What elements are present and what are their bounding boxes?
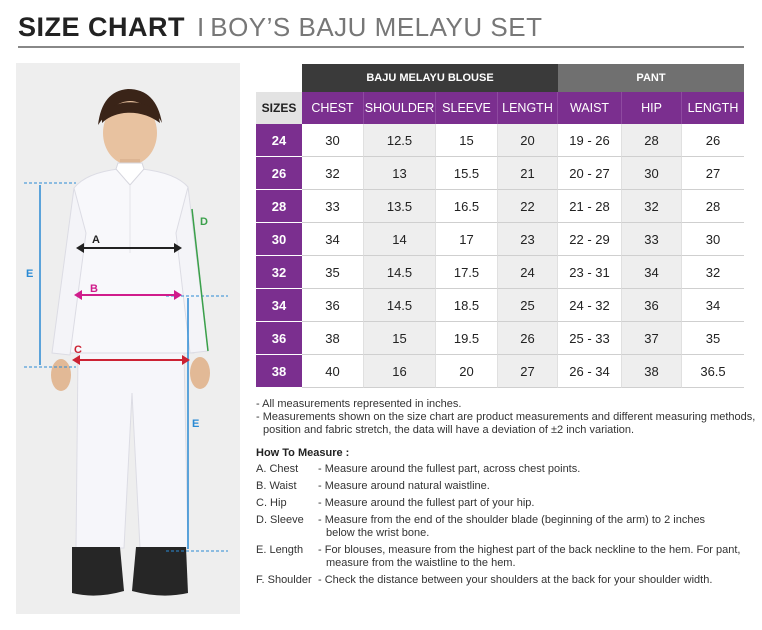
column-header-waist: WAIST <box>558 92 622 124</box>
measure-key: A. Chest <box>256 463 299 475</box>
measure-key: F. Shoulder <box>256 574 312 586</box>
measure-text: - Measure around the fullest part of your hip. <box>318 497 535 509</box>
title-subtitle: BOY’S BAJU MELAYU SET <box>210 12 543 42</box>
cell-hip: 37 <box>622 322 682 355</box>
cell-shoulder: 14 <box>364 223 436 256</box>
cell-chest: 30 <box>302 124 364 157</box>
cell-blouse-length: 25 <box>498 289 558 322</box>
size-table <box>256 64 744 388</box>
cell-pant-length: 36.5 <box>682 355 744 388</box>
cell-size: 24 <box>256 124 302 157</box>
cell-shoulder: 14.5 <box>364 256 436 289</box>
table-row <box>256 124 744 157</box>
cell-waist: 22 - 29 <box>558 223 622 256</box>
cell-waist: 21 - 28 <box>558 190 622 223</box>
measure-item-length <box>256 544 746 570</box>
title-bold: SIZE CHART <box>18 12 185 42</box>
shoe-right <box>132 547 188 596</box>
cell-waist: 24 - 32 <box>558 289 622 322</box>
measure-key: E. Length <box>256 544 304 556</box>
cell-sleeve: 18.5 <box>436 289 498 322</box>
cell-size: 38 <box>256 355 302 388</box>
cell-size: 32 <box>256 256 302 289</box>
label-d: D <box>200 216 208 228</box>
cell-size: 36 <box>256 322 302 355</box>
table-row <box>256 289 744 322</box>
cell-shoulder: 16 <box>364 355 436 388</box>
cell-waist: 20 - 27 <box>558 157 622 190</box>
pants-shape <box>76 353 188 548</box>
column-header-hip: HIP <box>622 92 682 124</box>
cell-hip: 32 <box>622 190 682 223</box>
cell-waist: 23 - 31 <box>558 256 622 289</box>
table-row <box>256 322 744 355</box>
table-row <box>256 190 744 223</box>
cell-sleeve: 15.5 <box>436 157 498 190</box>
label-a: A <box>92 234 100 246</box>
cell-pant-length: 27 <box>682 157 744 190</box>
how-to-measure-title: How To Measure : <box>256 447 350 459</box>
cell-size: 34 <box>256 289 302 322</box>
table-row <box>256 355 744 388</box>
column-header-chest: CHEST <box>302 92 364 124</box>
measure-text: - For blouses, measure from the highest part of the back neckline to the hem. For pant, measure from the waistline to the hem. <box>318 544 741 569</box>
cell-shoulder: 13 <box>364 157 436 190</box>
cell-hip: 33 <box>622 223 682 256</box>
cell-hip: 36 <box>622 289 682 322</box>
cell-blouse-length: 24 <box>498 256 558 289</box>
shirt-shape <box>68 169 194 353</box>
cell-waist: 25 - 33 <box>558 322 622 355</box>
note-2: - Measurements shown on the size chart are product measurements and different measuring methods, position and fabric stretch, the data will have a deviation of ±2 inch variation. <box>256 411 756 436</box>
measure-text: - Measure around natural waistline. <box>318 480 490 492</box>
cell-sleeve: 15 <box>436 124 498 157</box>
cell-sleeve: 20 <box>436 355 498 388</box>
cell-waist: 26 - 34 <box>558 355 622 388</box>
cell-chest: 33 <box>302 190 364 223</box>
cell-size: 28 <box>256 190 302 223</box>
measure-item-waist <box>256 480 756 493</box>
label-b: B <box>90 283 98 295</box>
cell-blouse-length: 23 <box>498 223 558 256</box>
measure-item-hip <box>256 497 756 510</box>
cell-hip: 28 <box>622 124 682 157</box>
measure-key: D. Sleeve <box>256 514 304 526</box>
measure-item-sleeve <box>256 514 716 540</box>
cell-sleeve: 19.5 <box>436 322 498 355</box>
cell-pant-length: 28 <box>682 190 744 223</box>
cell-waist: 19 - 26 <box>558 124 622 157</box>
cell-hip: 34 <box>622 256 682 289</box>
cell-pant-length: 32 <box>682 256 744 289</box>
cell-shoulder: 13.5 <box>364 190 436 223</box>
boy-figure-illustration <box>16 63 240 614</box>
cell-blouse-length: 22 <box>498 190 558 223</box>
column-header-pant-length: LENGTH <box>682 92 744 124</box>
group-header-pant: PANT <box>558 64 744 92</box>
measure-text: - Check the distance between your shoulders at the back for your shoulder width. <box>318 574 713 586</box>
note-1: - All measurements represented in inches. <box>256 398 462 410</box>
cell-chest: 35 <box>302 256 364 289</box>
cell-sleeve: 17 <box>436 223 498 256</box>
column-header-blouse-length: LENGTH <box>498 92 558 124</box>
cell-chest: 34 <box>302 223 364 256</box>
cell-blouse-length: 27 <box>498 355 558 388</box>
model-photo <box>16 63 240 614</box>
measure-key: C. Hip <box>256 497 287 509</box>
measure-item-shoulder <box>256 574 736 587</box>
table-row <box>256 256 744 289</box>
cell-chest: 32 <box>302 157 364 190</box>
page-title <box>18 12 542 46</box>
cell-size: 30 <box>256 223 302 256</box>
cell-blouse-length: 26 <box>498 322 558 355</box>
cell-chest: 38 <box>302 322 364 355</box>
cell-pant-length: 30 <box>682 223 744 256</box>
table-row <box>256 157 744 190</box>
measure-text: - Measure from the end of the shoulder blade (beginning of the arm) to 2 inches below the wrist bone. <box>318 514 706 539</box>
cell-pant-length: 34 <box>682 289 744 322</box>
column-header-row <box>256 92 744 124</box>
cell-pant-length: 26 <box>682 124 744 157</box>
label-e-right: E <box>192 418 200 430</box>
column-header-sizes: SIZES <box>256 92 302 124</box>
cell-size: 26 <box>256 157 302 190</box>
cell-shoulder: 14.5 <box>364 289 436 322</box>
label-e-left: E <box>26 268 34 280</box>
cell-shoulder: 15 <box>364 322 436 355</box>
cell-blouse-length: 21 <box>498 157 558 190</box>
measure-key: B. Waist <box>256 480 297 492</box>
table-row <box>256 223 744 256</box>
cell-chest: 36 <box>302 289 364 322</box>
group-header-blouse: BAJU MELAYU BLOUSE <box>302 64 558 92</box>
cell-shoulder: 12.5 <box>364 124 436 157</box>
label-c: C <box>74 344 82 356</box>
measure-item-chest <box>256 463 756 476</box>
cell-hip: 38 <box>622 355 682 388</box>
cell-blouse-length: 20 <box>498 124 558 157</box>
column-header-shoulder: SHOULDER <box>364 92 436 124</box>
cell-sleeve: 17.5 <box>436 256 498 289</box>
cell-hip: 30 <box>622 157 682 190</box>
cell-chest: 40 <box>302 355 364 388</box>
notes-block <box>256 398 758 437</box>
cell-pant-length: 35 <box>682 322 744 355</box>
cell-sleeve: 16.5 <box>436 190 498 223</box>
shoe-left <box>72 547 124 596</box>
measure-text: - Measure around the fullest part, across chest points. <box>318 463 581 475</box>
title-divider <box>18 46 744 48</box>
column-header-sleeve: SLEEVE <box>436 92 498 124</box>
title-separator: I <box>197 12 205 42</box>
